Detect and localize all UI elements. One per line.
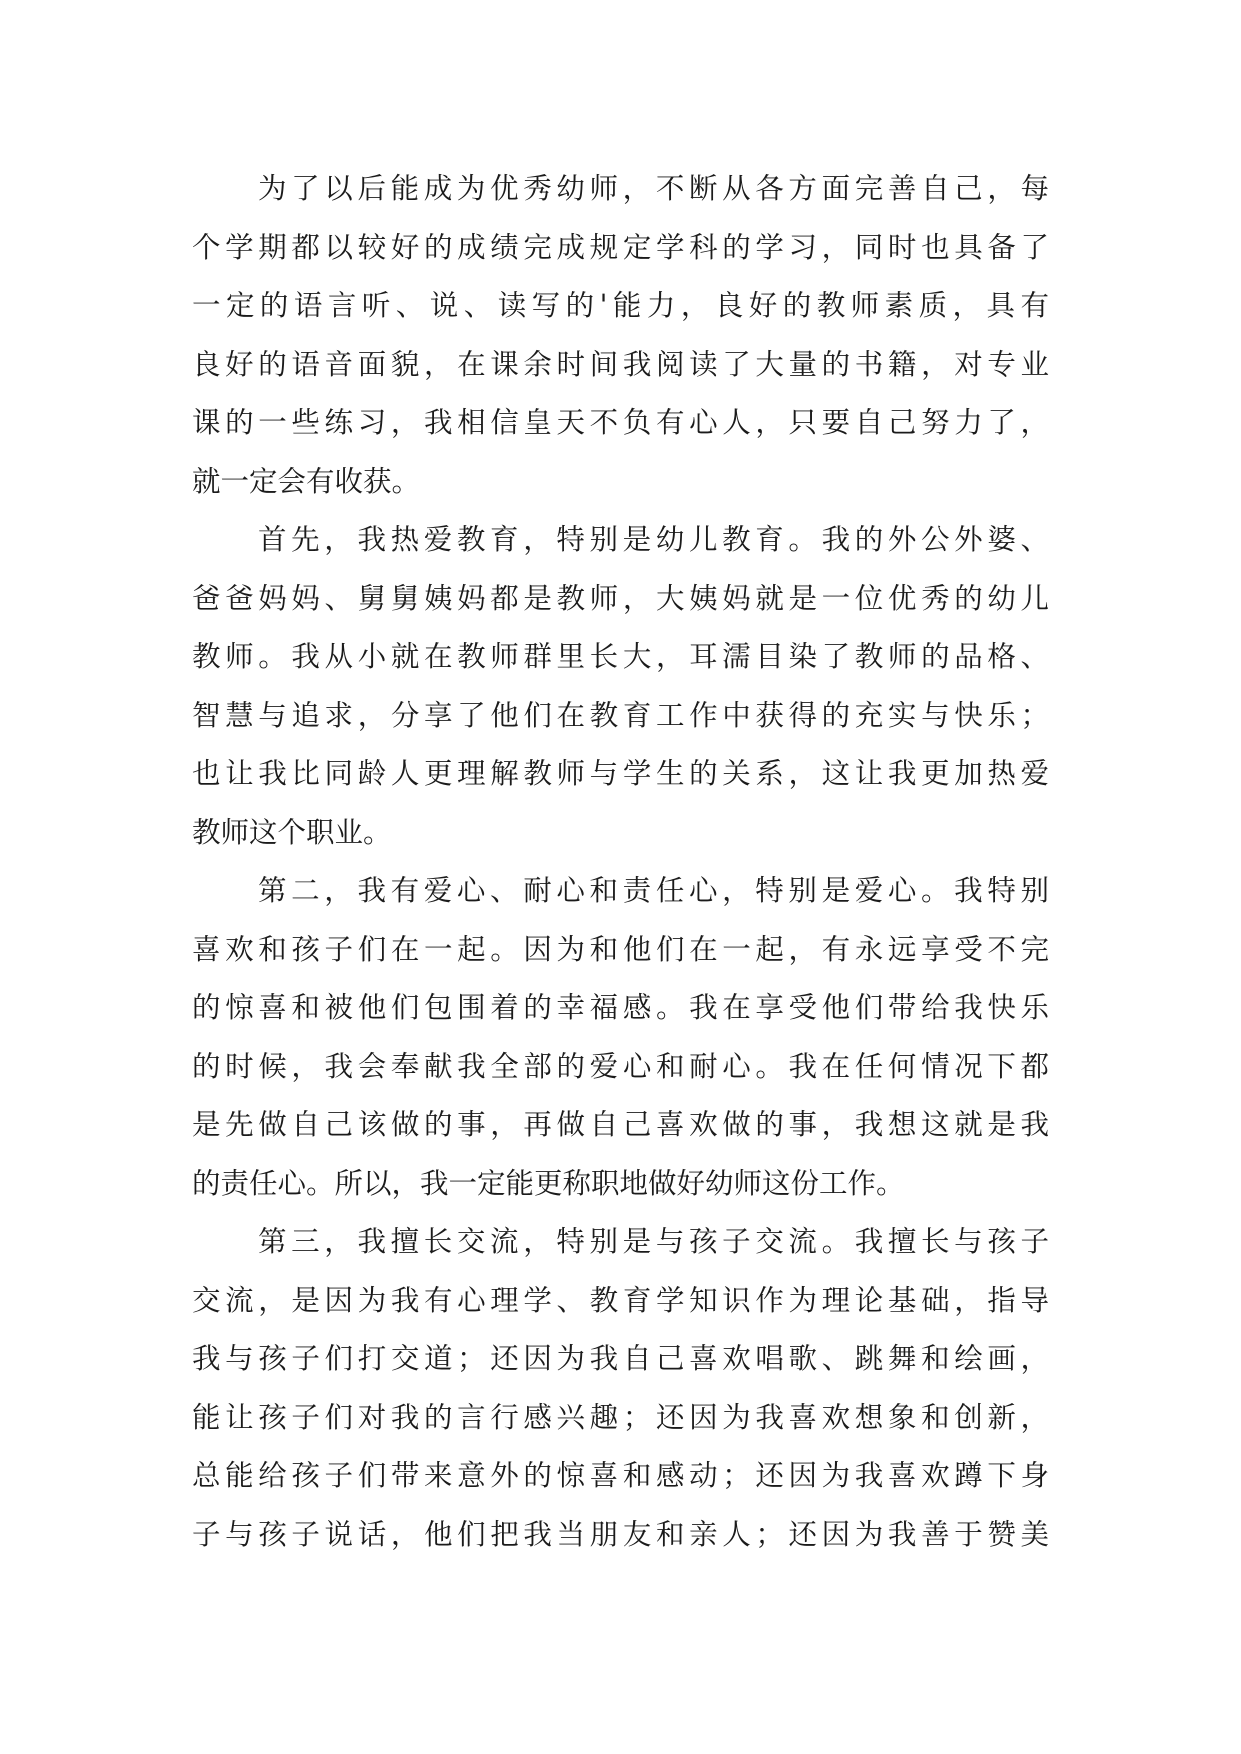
text-line: 交流，是因为我有心理学、教育学知识作为理论基础，指导 (192, 1283, 1049, 1317)
document-body (192, 160, 1049, 1564)
text-line: 智慧与追求，分享了他们在教育工作中获得的充实与快乐； (192, 698, 1049, 732)
text-line: 为了以后能成为优秀幼师，不断从各方面完善自己，每 (258, 172, 1049, 205)
text-line: 首先，我热爱教育，特别是幼儿教育。我的外公外婆、 (258, 523, 1049, 556)
text-line: 能让孩子们对我的言行感兴趣；还因为我喜欢想象和创新， (192, 1400, 1049, 1434)
paragraph-1 (192, 160, 1049, 511)
text-line: 爸爸妈妈、舅舅姨妈都是教师，大姨妈就是一位优秀的幼儿 (192, 581, 1049, 615)
text-line: 个学期都以较好的成绩完成规定学科的学习，同时也具备了 (192, 230, 1049, 264)
text-line: 是先做自己该做的事，再做自己喜欢做的事，我想这就是我 (192, 1108, 1049, 1141)
text-line: 就一定会有收获。 (192, 464, 421, 498)
text-line: 第三，我擅长交流，特别是与孩子交流。我擅长与孩子 (258, 1225, 1049, 1258)
paragraph-4 (192, 1213, 1049, 1564)
text-line: 良好的语音面貌，在课余时间我阅读了大量的书籍，对专业 (192, 347, 1049, 381)
text-line: 也让我比同龄人更理解教师与学生的关系，这让我更加热爱 (192, 757, 1049, 790)
text-line: 课的一些练习，我相信皇天不负有心人，只要自己努力了， (192, 406, 1049, 439)
paragraph-3 (192, 862, 1049, 1213)
text-line: 喜欢和孩子们在一起。因为和他们在一起，有永远享受不完 (192, 932, 1049, 966)
text-line: 教师。我从小就在教师群里长大，耳濡目染了教师的品格、 (192, 640, 1049, 673)
text-line: 的惊喜和被他们包围着的幸福感。我在享受他们带给我快乐 (192, 991, 1049, 1024)
text-line: 一定的语言听、说、读写的'能力，良好的教师素质，具有 (192, 289, 1049, 322)
text-line: 第二，我有爱心、耐心和责任心，特别是爱心。我特别 (258, 874, 1049, 907)
text-line: 总能给孩子们带来意外的惊喜和感动；还因为我喜欢蹲下身 (192, 1459, 1049, 1492)
paragraph-2 (192, 511, 1049, 862)
text-line: 的责任心。所以，我一定能更称职地做好幼师这份工作。 (192, 1166, 905, 1200)
text-line: 我与孩子们打交道；还因为我自己喜欢唱歌、跳舞和绘画， (192, 1342, 1049, 1375)
text-line: 的时候，我会奉献我全部的爱心和耐心。我在任何情况下都 (192, 1049, 1049, 1083)
text-line: 子与孩子说话，他们把我当朋友和亲人；还因为我善于赞美 (192, 1517, 1049, 1551)
text-line: 教师这个职业。 (192, 815, 392, 849)
